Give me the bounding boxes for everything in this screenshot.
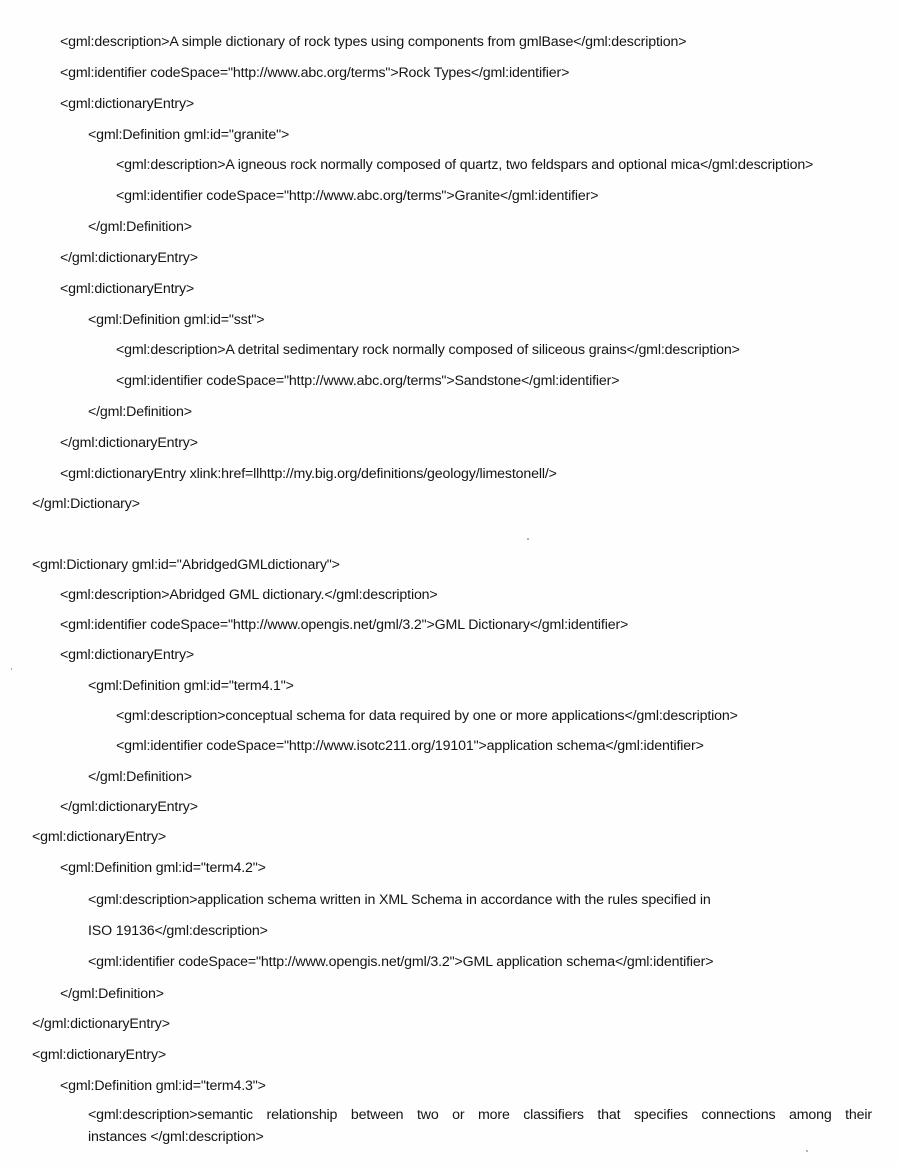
code-line: <gml:identifier codeSpace="http://www.opengis.net/gml/3.2">GML Dictionary</gml:identifier> [60,617,629,633]
code-line: </gml:dictionaryEntry> [32,1016,170,1032]
code-line: <gml:Definition gml:id="term4.3"> [60,1078,266,1094]
code-line: <gml:description>A igneous rock normally composed of quartz, two feldspars and optional mica</gml:description> [116,157,814,173]
code-line: <gml:dictionaryEntry xlink:href=llhttp://my.big.org/definitions/geology/limestonell/> [60,466,557,482]
code-line: instances </gml:description> [88,1129,264,1145]
code-line: <gml:identifier codeSpace="http://www.opengis.net/gml/3.2">GML application schema</gml:identifier> [88,954,714,970]
code-line: <gml:description>A detrital sedimentary rock normally composed of siliceous grains</gml:description> [116,342,740,358]
code-line: ISO 19136</gml:description> [88,923,268,939]
code-line: </gml:Definition> [88,404,192,420]
code-line: <gml:identifier codeSpace="http://www.isotc211.org/19101">application schema</gml:identifier> [116,738,704,754]
code-line: </gml:Definition> [88,769,192,785]
code-line: <gml:identifier codeSpace="http://www.abc.org/terms">Sandstone</gml:identifier> [116,373,620,389]
scan-speck [11,668,12,670]
code-line: </gml:Definition> [88,219,192,235]
code-line: <gml:identifier codeSpace="http://www.abc.org/terms">Granite</gml:identifier> [116,188,599,204]
code-line: <gml:description>conceptual schema for data required by one or more applications</gml:description> [116,708,738,724]
code-line: </gml:dictionaryEntry> [60,250,198,266]
code-line: </gml:dictionaryEntry> [60,435,198,451]
code-line: <gml:description>application schema written in XML Schema in accordance with the rules specified in [88,892,711,908]
code-line: <gml:dictionaryEntry> [60,96,195,112]
code-line: </gml:Definition> [60,986,164,1002]
code-line: <gml:Definition gml:id="term4.2"> [60,860,266,876]
code-line: <gml:Definition gml:id="term4.1"> [88,678,294,694]
code-line: </gml:dictionaryEntry> [60,799,198,815]
code-line: <gml:Definition gml:id="granite"> [88,127,290,143]
code-line: <gml:description>Abridged GML dictionary.</gml:description> [60,587,438,603]
code-line: <gml:dictionaryEntry> [32,829,167,845]
code-line: <gml:description>semantic relationship between two or more classifiers that specifies connections among their [88,1107,872,1123]
code-line: </gml:Dictionary> [32,496,140,512]
code-line: <gml:Dictionary gml:id="AbridgedGMLdictionary"> [32,557,340,573]
code-line: <gml:Definition gml:id="sst"> [88,312,265,328]
code-line: <gml:dictionaryEntry> [60,281,195,297]
scan-speck [806,1150,808,1152]
code-line: <gml:description>A simple dictionary of rock types using components from gmlBase</gml:description> [60,34,687,50]
scan-speck [527,538,529,540]
code-line: <gml:dictionaryEntry> [32,1047,167,1063]
code-line: <gml:identifier codeSpace="http://www.abc.org/terms">Rock Types</gml:identifier> [60,65,570,81]
code-line: <gml:dictionaryEntry> [60,647,195,663]
